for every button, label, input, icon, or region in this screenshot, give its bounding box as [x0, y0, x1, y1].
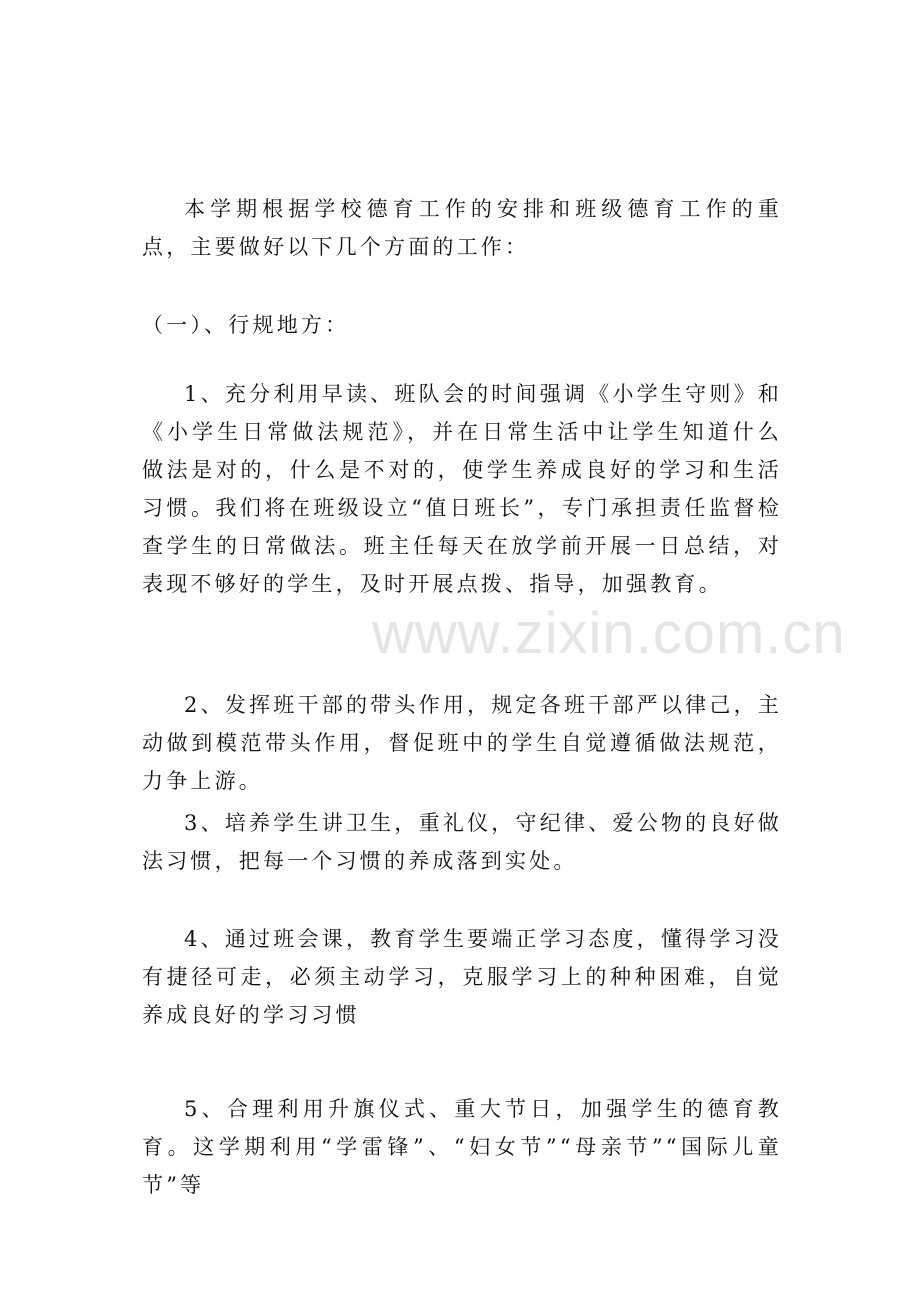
list-item-2: 2、发挥班干部的带头作用，规定各班干部严以律己，主动做到模范带头作用，督促班中的学生自觉遵循做法规范，力争上游。	[142, 693, 782, 793]
list-item-3: 3、培养学生讲卫生，重礼仪，守纪律、爱公物的良好做法习惯，把每一个习惯的养成落到实处。	[142, 811, 782, 873]
watermark: www.zixin.com.cn	[372, 601, 846, 666]
section-heading: （一）、行规地方：	[142, 313, 350, 337]
list-item-5: 5、合理利用升旗仪式、重大节日，加强学生的德育教育。这学期利用“学雷锋”、“妇女节”“母亲节”“国际儿童节”等	[142, 1097, 782, 1197]
list-item-1: 1、充分利用早读、班队会的时间强调《小学生守则》和《小学生日常做法规范》，并在日常生活中让学生知道什么做法是对的，什么是不对的，使学生养成良好的学习和生活习惯。我们将在班级设立“值日班长”，专门承担责任监督检查学生的日常做法。班主任每天在放学前开展一日总结，对表现不够好的学生，及时开展点拨、指导，加强教育。	[142, 382, 782, 596]
intro-paragraph: 本学期根据学校德育工作的安排和班级德育工作的重点，主要做好以下几个方面的工作：	[142, 197, 782, 259]
list-item-4: 4、通过班会课，教育学生要端正学习态度，懂得学习没有捷径可走，必须主动学习，克服学习上的种种困难，自觉养成良好的学习习惯	[142, 927, 782, 1027]
